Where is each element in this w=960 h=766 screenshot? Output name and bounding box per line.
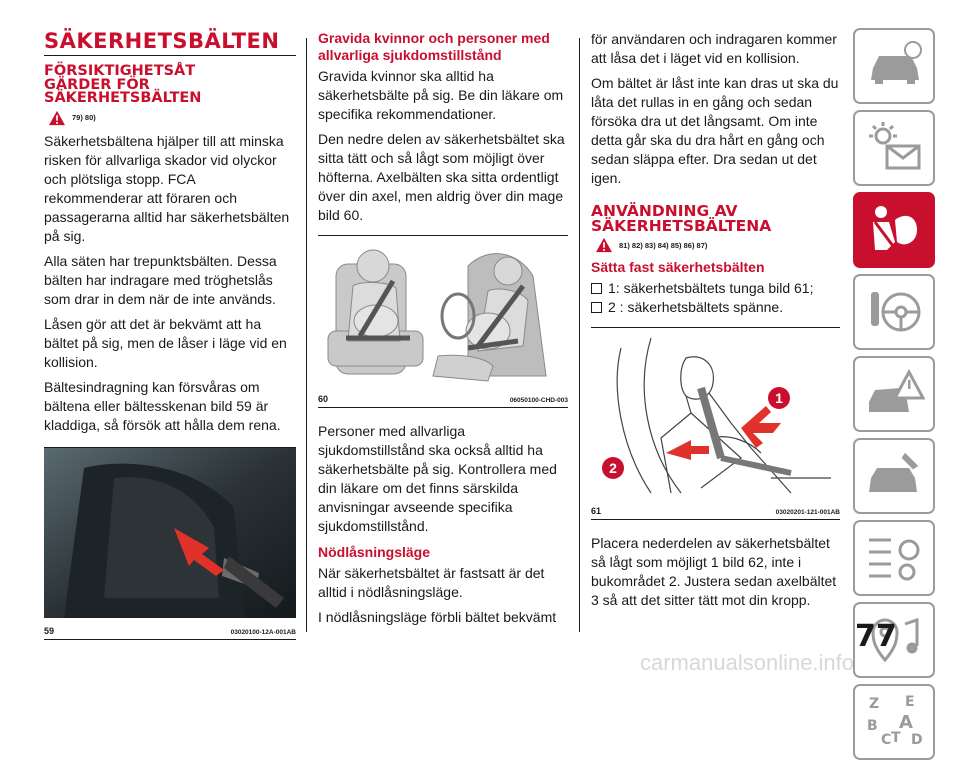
callout-2: 2 <box>609 460 617 476</box>
title-rule <box>44 30 296 56</box>
paragraph: Den nedre delen av säkerhetsbältet ska sitta tätt och så lågt som möjligt över höfterna. Axelbälten ska sitta ordentligt över din axel, men aldrig över din mage bild 60. <box>318 131 565 223</box>
paragraph: Låsen gör att det är bekvämt att ha bältet på sig, men de låser i läge vid en kollision. <box>44 315 287 370</box>
checkbox-bullet-icon <box>591 283 602 294</box>
figure-code: 03020201-121-001AB <box>775 509 840 516</box>
tab-safety[interactable] <box>853 192 935 268</box>
warning-reference <box>595 237 840 253</box>
paragraph: I nödlåsningsläge förbli bältet bekvämt <box>318 609 557 625</box>
column-divider <box>306 38 307 632</box>
section-heading <box>591 204 840 233</box>
figure-code: 03020100-12A-001AB <box>230 628 296 636</box>
callout-1: 1 <box>775 390 783 406</box>
warning-lights-icon <box>865 120 925 174</box>
page-title: SÄKERHETSBÄLTEN <box>44 29 280 53</box>
figure-caption <box>44 623 296 640</box>
figure-number: 59 <box>44 625 55 636</box>
index-letter: C <box>881 732 892 748</box>
bullet-list <box>591 279 840 317</box>
tab-warning-lights[interactable] <box>853 110 935 186</box>
figure-caption <box>318 391 568 408</box>
paragraph: När säkerhetsbältet är fastsatt är det alltid i nödlåsningsläge. <box>318 565 545 600</box>
pregnant-seatbelt-illustration <box>318 236 568 386</box>
warning-triangle-icon <box>48 110 66 126</box>
paragraph: Om bältet är låst inte kan dras ut ska du låta det rullas in en gång och sedan försöka dra ut det långsamt. Om inte detta går ska du dra hårt en gång och sedan släppa efter. Dra sedan ut det igen. <box>591 75 839 186</box>
tab-technical-data[interactable] <box>853 520 935 596</box>
paragraph: Gravida kvinnor ska alltid ha säkerhetsbälte på sig. Be din läkare om specifika rekommendationer. <box>318 68 564 122</box>
seatbelt-fastening-illustration <box>591 328 840 498</box>
section-heading: Gravida kvinnor och personer med allvarliga sjukdomstillstånd <box>318 30 550 63</box>
index-letter: B <box>867 718 878 734</box>
car-info-icon <box>865 38 925 92</box>
seatbelt-guide-photo <box>44 448 296 618</box>
paragraph: för användaren och indragaren kommer att låsa det i läget vid en kollision. <box>591 31 837 66</box>
emergency-icon <box>865 366 925 420</box>
list-item-text: 1: säkerhetsbältets tunga bild 61; <box>608 280 814 296</box>
tab-car-info[interactable] <box>853 28 935 104</box>
paragraph: Säkerhetsbältena hjälper till att minska risken för allvarliga skador vid olyckor och plötsliga stopp. FCA rekommenderar att föraren och passagerarna alltid har säkerhetsbälten på sig. <box>44 132 290 244</box>
figure-number: 60 <box>318 394 329 404</box>
figure-60 <box>318 235 568 408</box>
figure-caption <box>591 503 840 520</box>
heading-line: ANVÄNDNING AV <box>591 202 738 220</box>
column-2 <box>318 30 568 633</box>
paragraph: Bältesindragning kan försvåras om bältena eller bältesskenan bild 59 är kladdiga, så försök att hålla dem rena. <box>44 378 281 433</box>
figure-code: 06050100-CHD-003 <box>509 397 568 404</box>
warning-reference <box>48 110 296 126</box>
paragraph: Placera nederdelen av säkerhetsbältet så lågt som möjligt 1 bild 62, inte i bukområdet 2. Justera sedan axelbältet 3 så att det sitter tätt mot din kropp. <box>591 535 837 608</box>
checkbox-bullet-icon <box>591 302 602 313</box>
watermark-text: carmanualsonline.info <box>640 650 855 675</box>
maintenance-icon <box>865 448 925 502</box>
list-item-text: 2 : säkerhetsbältets spänne. <box>608 299 784 315</box>
warning-ref-text: 79) 80) <box>72 113 96 122</box>
figure-59 <box>44 447 296 640</box>
index-letter: A <box>899 712 913 733</box>
tab-index[interactable] <box>853 684 935 760</box>
column-3 <box>591 30 840 616</box>
chapter-tabs <box>853 28 935 766</box>
index-letter: T <box>891 730 901 746</box>
column-1 <box>44 30 296 654</box>
heading-line: SÄKERHETSBÄLTENA <box>591 216 772 235</box>
column-divider <box>579 38 580 632</box>
safety-airbag-icon <box>865 202 925 256</box>
list-item <box>591 298 840 317</box>
starting-driving-icon <box>865 284 925 338</box>
tab-starting-driving[interactable] <box>853 274 935 350</box>
technical-data-icon <box>865 530 925 584</box>
section-heading: Sätta fast säkerhetsbälten <box>591 259 765 275</box>
list-item <box>591 279 840 298</box>
index-letter: Z <box>869 696 880 712</box>
heading-line: SÄKERHETSBÄLTEN <box>44 90 202 106</box>
figure-61 <box>591 327 840 520</box>
heading-line: GÄRDER FÖR <box>44 76 150 93</box>
page-number: 77 <box>855 619 897 654</box>
tab-maintenance[interactable] <box>853 438 935 514</box>
warning-ref-text: 81) 82) 83) 84) 85) 86) 87) <box>619 240 708 250</box>
index-letter: E <box>905 694 915 710</box>
heading-line: FÖRSIKTIGHETSÅT <box>44 63 196 79</box>
paragraph: Alla säten har trepunktsbälten. Dessa bälten har indragare med tröghetslås som drar in dem när de inte används. <box>44 252 277 307</box>
index-letter: D <box>911 732 923 748</box>
section-heading: Nödlåsningsläge <box>318 544 431 560</box>
paragraph: Personer med allvarliga sjukdomstillstånd ska också alltid ha säkerhetsbälte på sig. Kontrollera med din läkare om det finns särskilda anvisningar avseende specifika sjukdomstillstånd. <box>318 423 557 534</box>
index-icon <box>865 694 925 748</box>
section-heading <box>44 65 296 106</box>
figure-number: 61 <box>591 506 602 516</box>
tab-emergency[interactable] <box>853 356 935 432</box>
warning-triangle-icon <box>595 237 613 253</box>
